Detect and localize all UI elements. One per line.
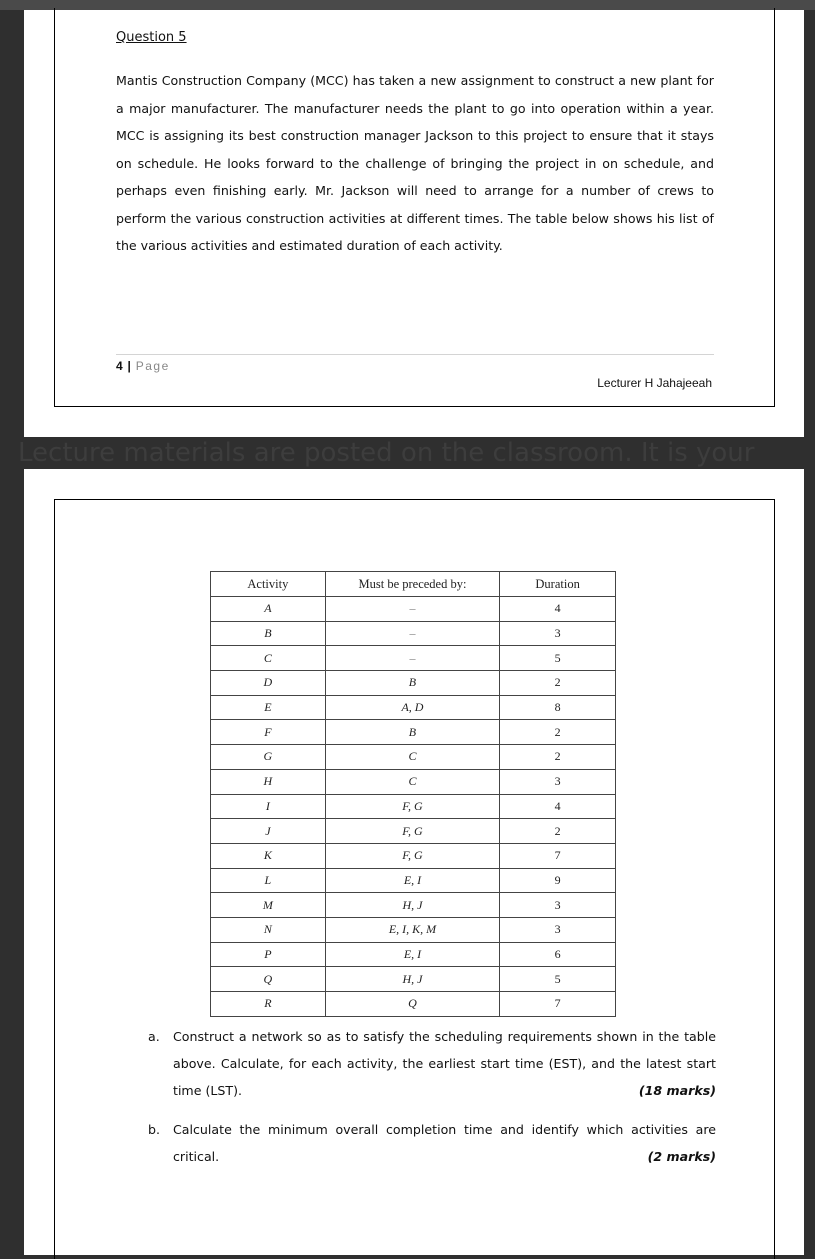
header-preceded-by: Must be preceded by: <box>325 572 500 597</box>
table-row <box>211 967 616 992</box>
activity-cell: K <box>211 843 326 868</box>
duration-cell: 4 <box>500 794 616 819</box>
background-text: Lecture materials are posted on the classroom. It is your <box>18 438 755 468</box>
header-activity: Activity <box>211 572 326 597</box>
duration-cell: 2 <box>500 745 616 770</box>
table-row <box>211 745 616 770</box>
activity-cell: F <box>211 720 326 745</box>
part-marks: (18 marks) <box>638 1083 716 1098</box>
predecessor-cell: – <box>325 621 500 646</box>
duration-cell: 5 <box>500 967 616 992</box>
activity-cell: E <box>211 695 326 720</box>
predecessor-cell: F, G <box>325 843 500 868</box>
predecessor-cell: B <box>325 671 500 696</box>
part-marks: (2 marks) <box>647 1149 716 1164</box>
part-text: Calculate the minimum overall completion time and identify which activities are critical. <box>173 1122 716 1164</box>
table-row <box>211 893 616 918</box>
page-number: 4 | Page <box>116 359 170 373</box>
predecessor-cell: E, I, K, M <box>325 917 500 942</box>
predecessor-cell: H, J <box>325 967 500 992</box>
table-row <box>211 720 616 745</box>
activity-cell: C <box>211 646 326 671</box>
predecessor-cell: C <box>325 769 500 794</box>
table-row <box>211 671 616 696</box>
part-text: Construct a network so as to satisfy the scheduling requirements shown in the table above. Calculate, for each activity, the earliest start time (EST), and the latest start time (LST). <box>173 1029 716 1098</box>
activity-cell: I <box>211 794 326 819</box>
duration-cell: 2 <box>500 819 616 844</box>
activity-cell: D <box>211 671 326 696</box>
predecessor-cell: E, I <box>325 942 500 967</box>
activity-cell: M <box>211 893 326 918</box>
activity-table <box>210 571 616 1017</box>
footer-divider <box>116 354 714 355</box>
question-part-b <box>148 1116 716 1170</box>
table-row <box>211 819 616 844</box>
duration-cell: 2 <box>500 671 616 696</box>
duration-cell: 3 <box>500 769 616 794</box>
activity-cell: J <box>211 819 326 844</box>
duration-cell: 7 <box>500 843 616 868</box>
activity-cell: G <box>211 745 326 770</box>
predecessor-cell: Q <box>325 992 500 1017</box>
table-row <box>211 769 616 794</box>
duration-cell: 4 <box>500 597 616 622</box>
predecessor-cell: B <box>325 720 500 745</box>
predecessor-cell: C <box>325 745 500 770</box>
table-row <box>211 868 616 893</box>
activity-cell: N <box>211 917 326 942</box>
activity-cell: Q <box>211 967 326 992</box>
table-row <box>211 621 616 646</box>
document-page-4 <box>24 10 804 437</box>
table-row <box>211 597 616 622</box>
predecessor-cell: A, D <box>325 695 500 720</box>
activity-cell: L <box>211 868 326 893</box>
question-title: Question 5 <box>116 30 187 45</box>
lecturer-name: Lecturer H Jahajeeah <box>597 376 712 390</box>
table-row <box>211 942 616 967</box>
duration-cell: 5 <box>500 646 616 671</box>
table-row <box>211 843 616 868</box>
duration-cell: 3 <box>500 621 616 646</box>
part-letter: b. <box>148 1122 160 1137</box>
predecessor-cell: H, J <box>325 893 500 918</box>
page-label: Page <box>135 359 170 373</box>
duration-cell: 9 <box>500 868 616 893</box>
predecessor-cell: F, G <box>325 794 500 819</box>
duration-cell: 7 <box>500 992 616 1017</box>
predecessor-cell: – <box>325 597 500 622</box>
activity-cell: P <box>211 942 326 967</box>
duration-cell: 3 <box>500 917 616 942</box>
header-duration: Duration <box>500 572 616 597</box>
document-page-5 <box>24 469 804 1255</box>
question-part-a <box>148 1023 716 1104</box>
question-body: Mantis Construction Company (MCC) has taken a new assignment to construct a new plant for a major manufacturer. The manufacturer needs the plant to go into operation within a year. MCC is assigning its best construction manager Jackson to this project to ensure that it stays on schedule. He looks forward to the challenge of bringing the project in on schedule, and perhaps even finishing early. Mr. Jackson will need to arrange for a number of crews to perform the various construction activities at different times. The table below shows his list of the various activities and estimated duration of each activity. <box>116 73 714 253</box>
table-header-row <box>211 572 616 597</box>
activity-cell: B <box>211 621 326 646</box>
activity-cell: A <box>211 597 326 622</box>
table-row <box>211 917 616 942</box>
table-row <box>211 646 616 671</box>
predecessor-cell: F, G <box>325 819 500 844</box>
activity-cell: R <box>211 992 326 1017</box>
activity-cell: H <box>211 769 326 794</box>
part-letter: a. <box>148 1029 160 1044</box>
page-number-value: 4 <box>116 359 123 373</box>
predecessor-cell: – <box>325 646 500 671</box>
table-row <box>211 794 616 819</box>
duration-cell: 3 <box>500 893 616 918</box>
predecessor-cell: E, I <box>325 868 500 893</box>
duration-cell: 8 <box>500 695 616 720</box>
duration-cell: 6 <box>500 942 616 967</box>
table-row <box>211 695 616 720</box>
duration-cell: 2 <box>500 720 616 745</box>
table-row <box>211 992 616 1017</box>
